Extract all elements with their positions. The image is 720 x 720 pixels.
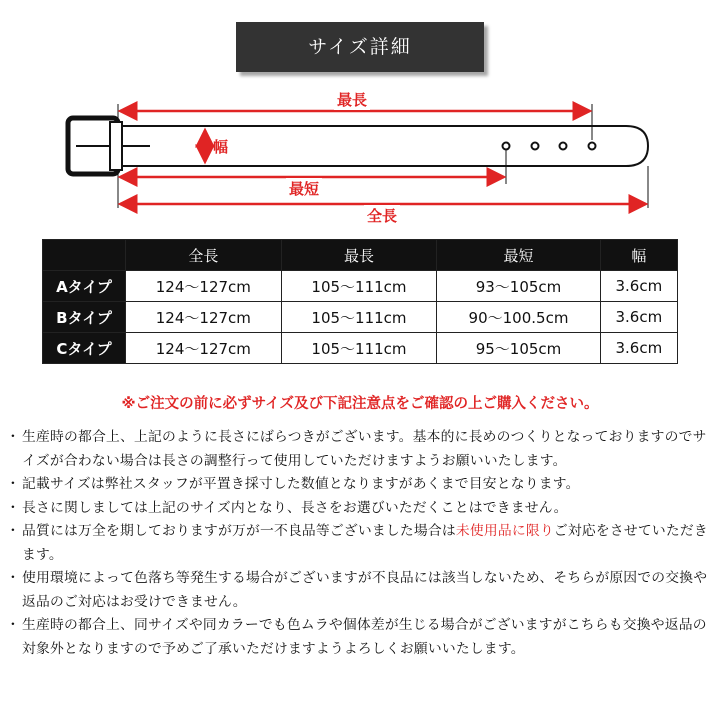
label-total-length: 全長 [364, 205, 400, 226]
bullet: ・ [6, 476, 20, 492]
section-title: サイズ詳細 [236, 22, 484, 72]
note-text: 生産時の都合上、上記のように長さにばらつきがございます。基本的に長めのつくりとなっておりますのでサイズが合わない場合は長さの調整行って使用していただけますようお願いいたします。 [22, 429, 707, 469]
notes-list [6, 426, 714, 661]
row-type-label: Aタイプ [43, 271, 126, 302]
cell-max: 105〜111cm [281, 302, 437, 333]
table-row [43, 333, 678, 364]
cell-min: 93〜105cm [437, 271, 600, 302]
cell-width: 3.6cm [600, 333, 677, 364]
bullet: ・ [6, 499, 20, 516]
list-item [6, 473, 714, 497]
table-header-row [43, 240, 678, 271]
note-text: 記載サイズは弊社スタッフが平置き採寸した数値となりますがあくまで目安となります。 [22, 476, 580, 492]
list-item [6, 614, 714, 661]
bullet: ・ [6, 429, 20, 445]
cell-max: 105〜111cm [281, 271, 437, 302]
label-min-length: 最短 [286, 178, 322, 199]
belt-hole [532, 143, 539, 150]
belt-hole [589, 143, 596, 150]
cell-width: 3.6cm [600, 302, 677, 333]
note-text: 使用環境によって色落ち等発生する場合がございますが不良品には該当しないため、そちらが原因での交換や返品のご対応はお受けできません。 [22, 570, 708, 610]
size-table [42, 239, 678, 364]
table-row [43, 302, 678, 333]
table-header-max: 最長 [281, 240, 437, 271]
label-width: 幅 [213, 138, 229, 156]
cell-total: 124〜127cm [126, 271, 282, 302]
row-type-label: Bタイプ [43, 302, 126, 333]
cell-min: 90〜100.5cm [437, 302, 600, 333]
table-header-total: 全長 [126, 240, 282, 271]
table-header-width: 幅 [600, 240, 677, 271]
order-notice: ※ご注文の前に必ずサイズ及び下記注意点をご確認の上ご購入ください。 [121, 396, 599, 412]
bullet: ・ [6, 523, 20, 539]
cell-total: 124〜127cm [126, 333, 282, 364]
cell-width: 3.6cm [600, 271, 677, 302]
list-item [6, 497, 714, 521]
cell-max: 105〜111cm [281, 333, 437, 364]
cell-min: 95〜105cm [437, 333, 600, 364]
bullet: ・ [6, 617, 20, 633]
note-highlight: 未使用品に限り [455, 523, 554, 539]
table-header-corner [43, 240, 126, 271]
bullet: ・ [6, 570, 20, 586]
list-item [6, 520, 714, 567]
list-item [6, 426, 714, 473]
table-header-min: 最短 [437, 240, 600, 271]
label-max-length: 最長 [334, 89, 370, 110]
table-row [43, 271, 678, 302]
note-text: 品質には万全を期しておりますが万が一不良品等ございました場合は [22, 523, 456, 539]
note-text: ご対応をさせていただきます。 [22, 523, 708, 563]
row-type-label: Cタイプ [43, 333, 126, 364]
note-text: 長さに関しましては上記のサイズ内となり、長さをお選びいただくことはできません。 [22, 499, 568, 516]
note-text: 生産時の都合上、同サイズや同カラーでも色ムラや個体差が生じる場合がございますがこちらも交換や返品の対象外となりますので予めご了承いただけますようよろしくお願いいたします。 [22, 617, 707, 657]
belt-hole [503, 143, 510, 150]
belt-hole [560, 143, 567, 150]
cell-total: 124〜127cm [126, 302, 282, 333]
list-item [6, 567, 714, 614]
